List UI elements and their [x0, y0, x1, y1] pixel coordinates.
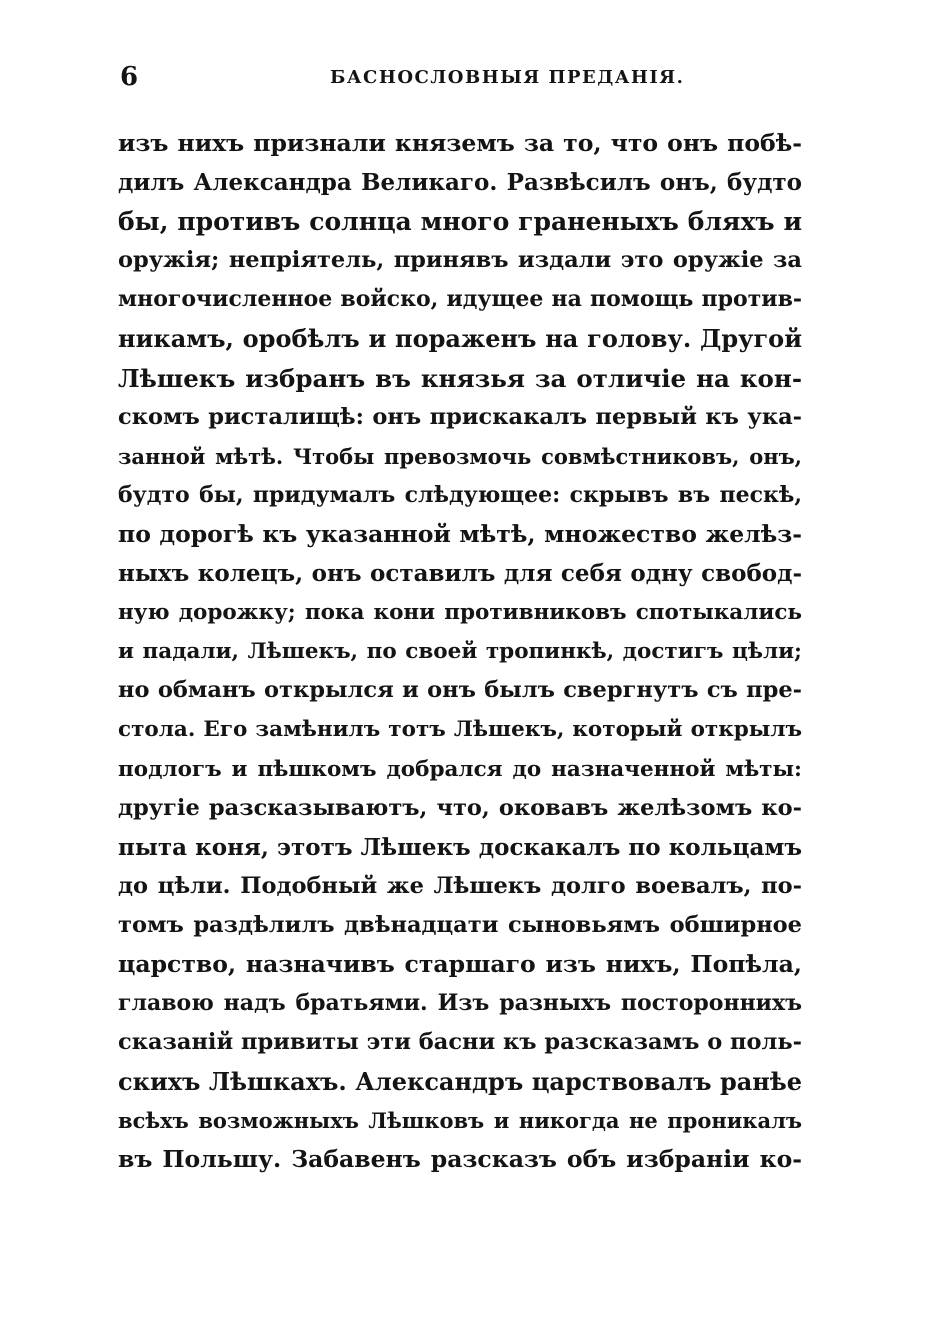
text-line: въ Польшу. Забавенъ разсказъ объ избраніи ко-	[118, 1145, 802, 1174]
text-line: оружія; непріятель, принявъ издали это оружіе за	[118, 247, 802, 274]
text-line: всѣхъ возможныхъ Лѣшковъ и никогда не проникалъ	[118, 1108, 802, 1134]
text-line: но обманъ открылся и онъ былъ свергнутъ съ пре-	[118, 677, 802, 704]
text-line: скихъ Лѣшкахъ. Александръ царствовалъ ранѣе	[118, 1067, 802, 1097]
text-line: подлогъ и пѣшкомъ добрался до назначенной мѣты:	[118, 756, 802, 782]
text-line: изъ нихъ признали княземъ за то, что онъ побѣ-	[118, 129, 802, 157]
text-line: и падали, Лѣшекъ, по своей тропинкѣ, достигъ цѣли;	[118, 639, 802, 665]
text-line: бы, противъ солнца много граненыхъ бляхъ и	[118, 207, 802, 237]
text-line: никамъ, оробѣлъ и пораженъ на голову. Другой	[118, 324, 802, 354]
text-line: томъ раздѣлилъ двѣнадцати сыновьямъ обширное	[118, 911, 802, 938]
text-line: главою надъ братьями. Изъ разныхъ постороннихъ	[118, 990, 802, 1017]
text-line: скомъ ристалищѣ: онъ прискакалъ первый къ ука-	[118, 403, 802, 430]
text-line: другіе разсказываютъ, что, оковавъ желѣзомъ ко-	[118, 794, 802, 821]
body-text	[118, 124, 802, 1180]
text-line: царство, назначивъ старшаго изъ нихъ, Попѣла,	[118, 949, 802, 978]
text-line: стола. Его замѣнилъ тотъ Лѣшекъ, который открылъ	[118, 717, 802, 743]
text-line: дилъ Александра Великаго. Развѣсилъ онъ, будто	[118, 169, 802, 197]
text-line: до цѣли. Подобный же Лѣшекъ долго воевалъ, по-	[118, 872, 802, 899]
text-line: пыта коня, этотъ Лѣшекъ доскакалъ по кольцамъ	[118, 833, 802, 861]
text-line: ныхъ колецъ, онъ оставилъ для себя одну свобод-	[118, 560, 802, 588]
text-line: по дорогѣ къ указанной мѣтѣ, множество желѣз-	[118, 519, 802, 548]
text-line: занной мѣтѣ. Чтобы превозмочь совмѣстниковъ, онъ,	[118, 443, 802, 469]
text-line: ную дорожку; пока кони противниковъ спотыкались	[118, 600, 802, 626]
text-line: сказаній привиты эти басни къ разсказамъ о поль-	[118, 1029, 802, 1056]
text-line: многочисленное войско, идущее на помощь против-	[118, 286, 802, 313]
running-title: БАСНОСЛОВНЫЯ ПРЕДАНІЯ.	[330, 67, 685, 88]
text-line: будто бы, придумалъ слѣдующее: скрывъ въ пескѣ,	[118, 481, 802, 508]
page-number: 6	[120, 62, 139, 92]
text-line: Лѣшекъ избранъ въ князья за отличіе на кон-	[118, 363, 802, 393]
